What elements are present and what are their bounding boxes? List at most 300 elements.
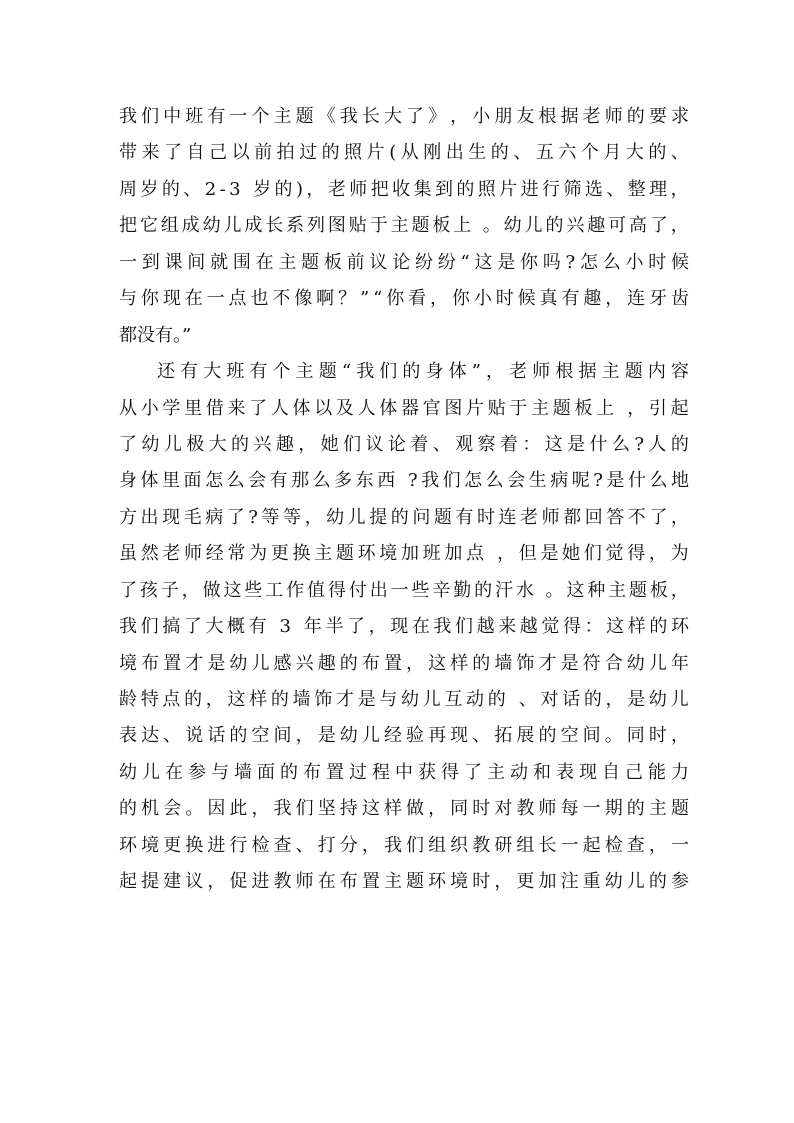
glyph: 是 bbox=[606, 470, 625, 492]
glyph: ) bbox=[295, 178, 303, 200]
glyph: 题 bbox=[629, 579, 647, 601]
glyph: 的 bbox=[670, 433, 689, 455]
glyph: 怎 bbox=[464, 470, 483, 492]
glyph: 幼 bbox=[503, 215, 522, 237]
glyph: 照 bbox=[477, 178, 496, 200]
text-line-14 bbox=[119, 573, 689, 609]
glyph: 它 bbox=[139, 215, 158, 237]
glyph: ， bbox=[605, 288, 624, 310]
glyph: 期 bbox=[604, 798, 623, 820]
glyph: 们 bbox=[295, 798, 314, 820]
glyph: 教 bbox=[472, 834, 491, 856]
glyph: 趣 bbox=[583, 288, 602, 310]
glyph: 这 bbox=[474, 251, 493, 273]
glyph: 是 bbox=[540, 543, 559, 565]
glyph: 觉 bbox=[541, 616, 560, 638]
glyph: 了 bbox=[119, 579, 137, 601]
glyph: ， bbox=[670, 725, 689, 747]
glyph: 出 bbox=[445, 142, 464, 164]
glyph: 们 bbox=[343, 433, 362, 455]
glyph bbox=[488, 536, 494, 572]
glyph: 展 bbox=[516, 725, 535, 747]
glyph: 幼 bbox=[119, 761, 137, 783]
glyph: 极 bbox=[186, 433, 205, 455]
glyph: 这 bbox=[606, 616, 625, 638]
glyph: 班 bbox=[226, 361, 245, 383]
glyph: 了 bbox=[649, 215, 668, 237]
glyph: 着 bbox=[499, 433, 518, 455]
glyph: 我 bbox=[119, 616, 137, 638]
glyph: 点 bbox=[228, 288, 247, 310]
glyph bbox=[509, 682, 515, 718]
glyph: 吗 bbox=[542, 251, 561, 273]
glyph: 片 bbox=[499, 178, 518, 200]
glyph: 了 bbox=[164, 142, 183, 164]
glyph: 题 bbox=[406, 871, 425, 893]
glyph: 东 bbox=[355, 470, 374, 492]
glyph: 幼 bbox=[339, 725, 358, 747]
glyph: 水 bbox=[515, 579, 534, 601]
glyph: 表 bbox=[556, 761, 574, 783]
glyph: 墙 bbox=[494, 652, 513, 674]
glyph: 是 bbox=[207, 652, 226, 674]
glyph: 布 bbox=[141, 652, 160, 674]
glyph: 儿 bbox=[648, 652, 667, 674]
glyph: “ bbox=[373, 288, 383, 310]
glyph: 。 bbox=[185, 798, 204, 820]
glyph: 幼 bbox=[648, 689, 667, 710]
glyph: ， bbox=[406, 652, 425, 674]
glyph: 才 bbox=[185, 652, 204, 674]
glyph: 上 bbox=[596, 397, 615, 419]
text-line-15 bbox=[119, 609, 689, 645]
glyph: 周 bbox=[119, 178, 137, 200]
glyph: 置 bbox=[326, 761, 344, 783]
glyph: 求 bbox=[670, 106, 689, 127]
glyph: 大 bbox=[203, 361, 222, 383]
glyph: 值 bbox=[307, 579, 326, 601]
glyph: 主 bbox=[383, 871, 402, 893]
glyph: 小 bbox=[472, 106, 491, 127]
glyph: 子 bbox=[160, 579, 179, 601]
glyph: 重 bbox=[582, 871, 601, 893]
glyph: 师 bbox=[538, 798, 557, 820]
glyph: 环 bbox=[357, 543, 376, 565]
glyph: 答 bbox=[606, 506, 625, 528]
text-line-17 bbox=[119, 682, 689, 718]
glyph: 不 bbox=[272, 288, 291, 310]
glyph: 借 bbox=[205, 397, 224, 419]
glyph: 列 bbox=[307, 215, 326, 237]
glyph: 的 bbox=[487, 689, 506, 710]
glyph: ” bbox=[471, 361, 481, 383]
glyph: 布 bbox=[339, 871, 358, 893]
glyph: 有 bbox=[455, 506, 474, 528]
glyph: 们 bbox=[442, 470, 461, 492]
glyph: 么 bbox=[485, 470, 504, 492]
glyph: 你 bbox=[519, 251, 538, 273]
glyph: 还 bbox=[157, 361, 175, 383]
glyph: 起 bbox=[582, 834, 601, 856]
glyph: 行 bbox=[229, 834, 248, 856]
glyph: 时 bbox=[476, 506, 495, 528]
glyph: 题 bbox=[318, 361, 337, 383]
glyph: ， bbox=[494, 871, 513, 893]
glyph: ， bbox=[428, 798, 447, 820]
glyph: 一 bbox=[229, 106, 248, 127]
glyph: 议 bbox=[185, 871, 204, 893]
glyph: 的 bbox=[472, 652, 491, 674]
glyph: 议 bbox=[369, 251, 388, 273]
glyph: 我 bbox=[433, 616, 452, 638]
glyph: 大 bbox=[205, 616, 224, 638]
glyph: 同 bbox=[450, 798, 469, 820]
glyph: 空 bbox=[251, 725, 270, 747]
glyph: 会 bbox=[507, 470, 526, 492]
glyph: 板 bbox=[432, 215, 451, 237]
glyph: 样 bbox=[450, 652, 469, 674]
glyph: 的 bbox=[184, 689, 203, 710]
glyph: ， bbox=[670, 506, 689, 528]
glyph: 连 bbox=[627, 288, 646, 310]
glyph: 根 bbox=[538, 106, 557, 127]
glyph: 半 bbox=[325, 616, 344, 638]
glyph: 病 bbox=[205, 506, 224, 528]
glyph bbox=[295, 609, 301, 645]
glyph: 更 bbox=[516, 871, 535, 893]
glyph: 是 bbox=[497, 251, 516, 273]
text-line-4 bbox=[119, 208, 689, 244]
glyph: 进 bbox=[520, 178, 539, 200]
glyph: 再 bbox=[428, 725, 447, 747]
glyph: 己 bbox=[625, 761, 643, 783]
glyph: 动 bbox=[466, 689, 484, 710]
glyph: 作 bbox=[286, 579, 305, 601]
glyph: 我 bbox=[119, 106, 137, 127]
glyph: 是 bbox=[357, 689, 376, 710]
glyph: 器 bbox=[400, 397, 419, 419]
glyph: 但 bbox=[518, 543, 537, 565]
glyph: 主 bbox=[531, 397, 550, 419]
glyph: 到 bbox=[434, 178, 453, 200]
glyph: 说 bbox=[185, 725, 204, 747]
glyph: ， bbox=[368, 616, 387, 638]
glyph: 的 bbox=[274, 178, 293, 200]
glyph: 题 bbox=[335, 543, 354, 565]
glyph: 对 bbox=[494, 798, 513, 820]
glyph: 不 bbox=[627, 506, 646, 528]
glyph: 了 bbox=[119, 433, 137, 455]
glyph: 这 bbox=[566, 579, 585, 601]
glyph: 环 bbox=[670, 616, 689, 638]
glyph: 大 bbox=[383, 106, 402, 127]
glyph: 会 bbox=[163, 798, 182, 820]
glyph: 《 bbox=[317, 106, 336, 127]
glyph: ， bbox=[361, 834, 380, 856]
glyph: “ bbox=[341, 361, 352, 383]
text-line-22 bbox=[119, 864, 689, 900]
glyph: 班 bbox=[422, 543, 441, 565]
glyph: 与 bbox=[379, 689, 398, 710]
glyph: 题 bbox=[670, 798, 689, 820]
glyph: 间 bbox=[273, 725, 292, 747]
glyph: 大 bbox=[625, 142, 644, 164]
glyph: 的 bbox=[390, 506, 409, 528]
glyph: 老 bbox=[582, 106, 601, 127]
glyph: 虽 bbox=[119, 543, 137, 565]
text-line-16 bbox=[119, 646, 689, 682]
glyph: 孩 bbox=[139, 579, 158, 601]
glyph: 图 bbox=[444, 397, 463, 419]
glyph: 都 bbox=[563, 506, 582, 528]
glyph: 一 bbox=[670, 834, 689, 856]
glyph: 力 bbox=[671, 761, 689, 783]
glyph: 环 bbox=[119, 834, 137, 856]
glyph: 境 bbox=[450, 871, 469, 893]
glyph: 加 bbox=[400, 543, 419, 565]
glyph: 进 bbox=[251, 871, 270, 893]
glyph: 境 bbox=[379, 543, 398, 565]
glyph: 题 bbox=[552, 397, 571, 419]
glyph: 收 bbox=[392, 178, 411, 200]
glyph: 是 bbox=[317, 725, 336, 747]
glyph: 在 bbox=[165, 761, 183, 783]
glyph: 教 bbox=[273, 871, 292, 893]
glyph: 她 bbox=[562, 543, 581, 565]
glyph: 感 bbox=[273, 652, 292, 674]
glyph: 更 bbox=[163, 834, 182, 856]
glyph: ， bbox=[627, 397, 646, 419]
glyph: 参 bbox=[188, 761, 206, 783]
glyph: 符 bbox=[582, 652, 601, 674]
glyph: 样 bbox=[249, 689, 268, 710]
glyph: 理 bbox=[649, 178, 668, 200]
glyph: 我 bbox=[383, 834, 402, 856]
glyph: 的 bbox=[402, 361, 421, 383]
glyph: 打 bbox=[317, 834, 336, 856]
glyph: 组 bbox=[160, 215, 179, 237]
glyph: 老 bbox=[509, 361, 528, 383]
glyph: 点 bbox=[466, 543, 484, 565]
glyph: ： bbox=[522, 433, 541, 455]
glyph: 表 bbox=[119, 725, 137, 747]
glyph: 常 bbox=[227, 543, 246, 565]
glyph: 纷 bbox=[437, 251, 456, 273]
glyph: 岁 bbox=[253, 178, 272, 200]
glyph: 来 bbox=[498, 616, 517, 638]
glyph: 你 bbox=[140, 288, 159, 310]
glyph: ？ bbox=[338, 288, 357, 310]
glyph: ， bbox=[450, 106, 469, 127]
glyph: 上 bbox=[453, 215, 472, 237]
glyph: 西 bbox=[377, 470, 396, 492]
glyph: 么 bbox=[312, 470, 331, 492]
glyph: 的 bbox=[321, 142, 340, 164]
glyph: 们 bbox=[379, 361, 398, 383]
glyph: 加 bbox=[538, 871, 557, 893]
glyph: 间 bbox=[582, 725, 601, 747]
glyph: 种 bbox=[587, 579, 606, 601]
glyph: 了 bbox=[464, 761, 482, 783]
glyph: 起 bbox=[119, 871, 137, 893]
glyph: 一 bbox=[206, 288, 225, 310]
glyph: 过 bbox=[349, 761, 367, 783]
text-line-3 bbox=[119, 172, 689, 208]
glyph: 议 bbox=[365, 433, 384, 455]
glyph: 岁 bbox=[140, 178, 159, 200]
glyph: 的 bbox=[649, 616, 668, 638]
text-line-10 bbox=[119, 427, 689, 463]
glyph: 儿 bbox=[361, 725, 380, 747]
glyph: 在 bbox=[184, 288, 203, 310]
glyph: 带 bbox=[119, 142, 137, 164]
text-line-12 bbox=[119, 500, 689, 536]
glyph: 病 bbox=[550, 470, 569, 492]
glyph: 兴 bbox=[295, 652, 314, 674]
glyph: 题 bbox=[411, 215, 430, 237]
glyph: 。 bbox=[545, 579, 564, 601]
glyph: 换 bbox=[185, 834, 204, 856]
glyph: 。 bbox=[482, 215, 501, 237]
glyph: 现 bbox=[450, 725, 469, 747]
glyph: 照 bbox=[344, 142, 363, 164]
glyph: 起 bbox=[670, 397, 689, 419]
glyph: 获 bbox=[418, 761, 436, 783]
glyph: 查 bbox=[273, 834, 292, 856]
glyph: 为 bbox=[249, 543, 268, 565]
glyph: 着 bbox=[410, 433, 429, 455]
glyph: 的 bbox=[545, 215, 564, 237]
text-line-6 bbox=[119, 281, 689, 317]
text-line-8 bbox=[119, 354, 689, 390]
glyph: 儿 bbox=[670, 689, 689, 710]
glyph: 筛 bbox=[563, 178, 582, 200]
glyph: 时 bbox=[472, 798, 491, 820]
glyph: 程 bbox=[372, 761, 390, 783]
glyph: 师 bbox=[532, 361, 551, 383]
glyph: 趣 bbox=[275, 433, 294, 455]
glyph: 查 bbox=[626, 834, 645, 856]
glyph: 么 bbox=[611, 433, 630, 455]
glyph: ， bbox=[430, 288, 448, 310]
glyph: ， bbox=[670, 579, 689, 601]
glyph: 人 bbox=[357, 397, 376, 419]
glyph: 才 bbox=[538, 652, 557, 674]
glyph: 六 bbox=[558, 142, 577, 164]
glyph: 儿 bbox=[347, 506, 366, 528]
glyph: 拓 bbox=[494, 725, 513, 747]
glyph: 每 bbox=[560, 798, 579, 820]
glyph: 里 bbox=[184, 397, 203, 419]
glyph: ? bbox=[634, 433, 644, 455]
glyph: 连 bbox=[498, 506, 517, 528]
glyph: 人 bbox=[648, 433, 667, 455]
glyph: 这 bbox=[428, 652, 447, 674]
glyph: 小 bbox=[625, 251, 644, 273]
glyph: 饰 bbox=[516, 652, 535, 674]
glyph: 了 bbox=[347, 616, 366, 638]
glyph: 境 bbox=[119, 652, 137, 674]
glyph: 人 bbox=[270, 397, 289, 419]
glyph: 看 bbox=[408, 288, 427, 310]
glyph: 么 bbox=[649, 470, 668, 492]
glyph: 主 bbox=[278, 251, 297, 273]
glyph: 为 bbox=[670, 543, 689, 565]
glyph: 方 bbox=[119, 506, 137, 528]
glyph: 候 bbox=[517, 288, 536, 310]
glyph: 拍 bbox=[276, 142, 295, 164]
glyph: 官 bbox=[422, 397, 441, 419]
glyph: 有 bbox=[207, 106, 226, 127]
glyph: 得 bbox=[441, 761, 459, 783]
glyph: 、 bbox=[606, 178, 625, 200]
glyph: 出 bbox=[140, 506, 159, 528]
glyph bbox=[618, 391, 624, 427]
glyph: 进 bbox=[207, 834, 226, 856]
glyph: 多 bbox=[334, 470, 353, 492]
glyph: 可 bbox=[608, 215, 627, 237]
glyph: 趣 bbox=[587, 215, 606, 237]
glyph: 建 bbox=[163, 871, 182, 893]
glyph: 在 bbox=[411, 616, 430, 638]
glyph: 一 bbox=[582, 798, 601, 820]
glyph: 候 bbox=[671, 251, 689, 273]
glyph: 话 bbox=[207, 725, 226, 747]
glyph: 儿 bbox=[163, 433, 182, 455]
glyph: 纷 bbox=[414, 251, 433, 273]
glyph: 围 bbox=[232, 251, 251, 273]
glyph: 的 bbox=[538, 725, 557, 747]
glyph: 的 bbox=[161, 178, 180, 200]
glyph: 经 bbox=[205, 543, 224, 565]
glyph: ， bbox=[648, 543, 667, 565]
glyph: 我 bbox=[421, 470, 440, 492]
glyph: 长 bbox=[265, 215, 284, 237]
glyph: 与 bbox=[119, 288, 137, 310]
glyph: 机 bbox=[141, 798, 160, 820]
glyph: 前 bbox=[346, 251, 365, 273]
glyph: 的 bbox=[229, 725, 248, 747]
glyph: 勤 bbox=[453, 579, 472, 601]
glyph: 搞 bbox=[162, 616, 181, 638]
glyph: 概 bbox=[226, 616, 245, 638]
glyph: 幼 bbox=[400, 689, 419, 710]
glyph: 时 bbox=[648, 725, 667, 747]
glyph: 的 bbox=[648, 142, 667, 164]
glyph: 越 bbox=[519, 616, 538, 638]
glyph: 得 bbox=[562, 616, 581, 638]
glyph: 做 bbox=[202, 579, 221, 601]
glyph: 觉 bbox=[605, 543, 624, 565]
glyph: 来 bbox=[227, 397, 246, 419]
glyph: 、 bbox=[183, 178, 202, 200]
glyph: 幼 bbox=[202, 215, 221, 237]
glyph: 个 bbox=[251, 106, 270, 127]
glyph: 班 bbox=[185, 106, 204, 127]
glyph: 贴 bbox=[348, 215, 367, 237]
glyph: 时 bbox=[472, 871, 491, 893]
glyph: 、 bbox=[295, 834, 314, 856]
glyph: 啊 bbox=[316, 288, 335, 310]
glyph: 儿 bbox=[626, 871, 645, 893]
glyph: 据 bbox=[560, 106, 579, 127]
glyph: 现 bbox=[162, 506, 181, 528]
glyph: 等 bbox=[283, 506, 302, 528]
glyph: 要 bbox=[648, 106, 667, 127]
glyph: 自 bbox=[602, 761, 620, 783]
glyph: 得 bbox=[627, 543, 646, 565]
glyph: ， bbox=[295, 725, 314, 747]
